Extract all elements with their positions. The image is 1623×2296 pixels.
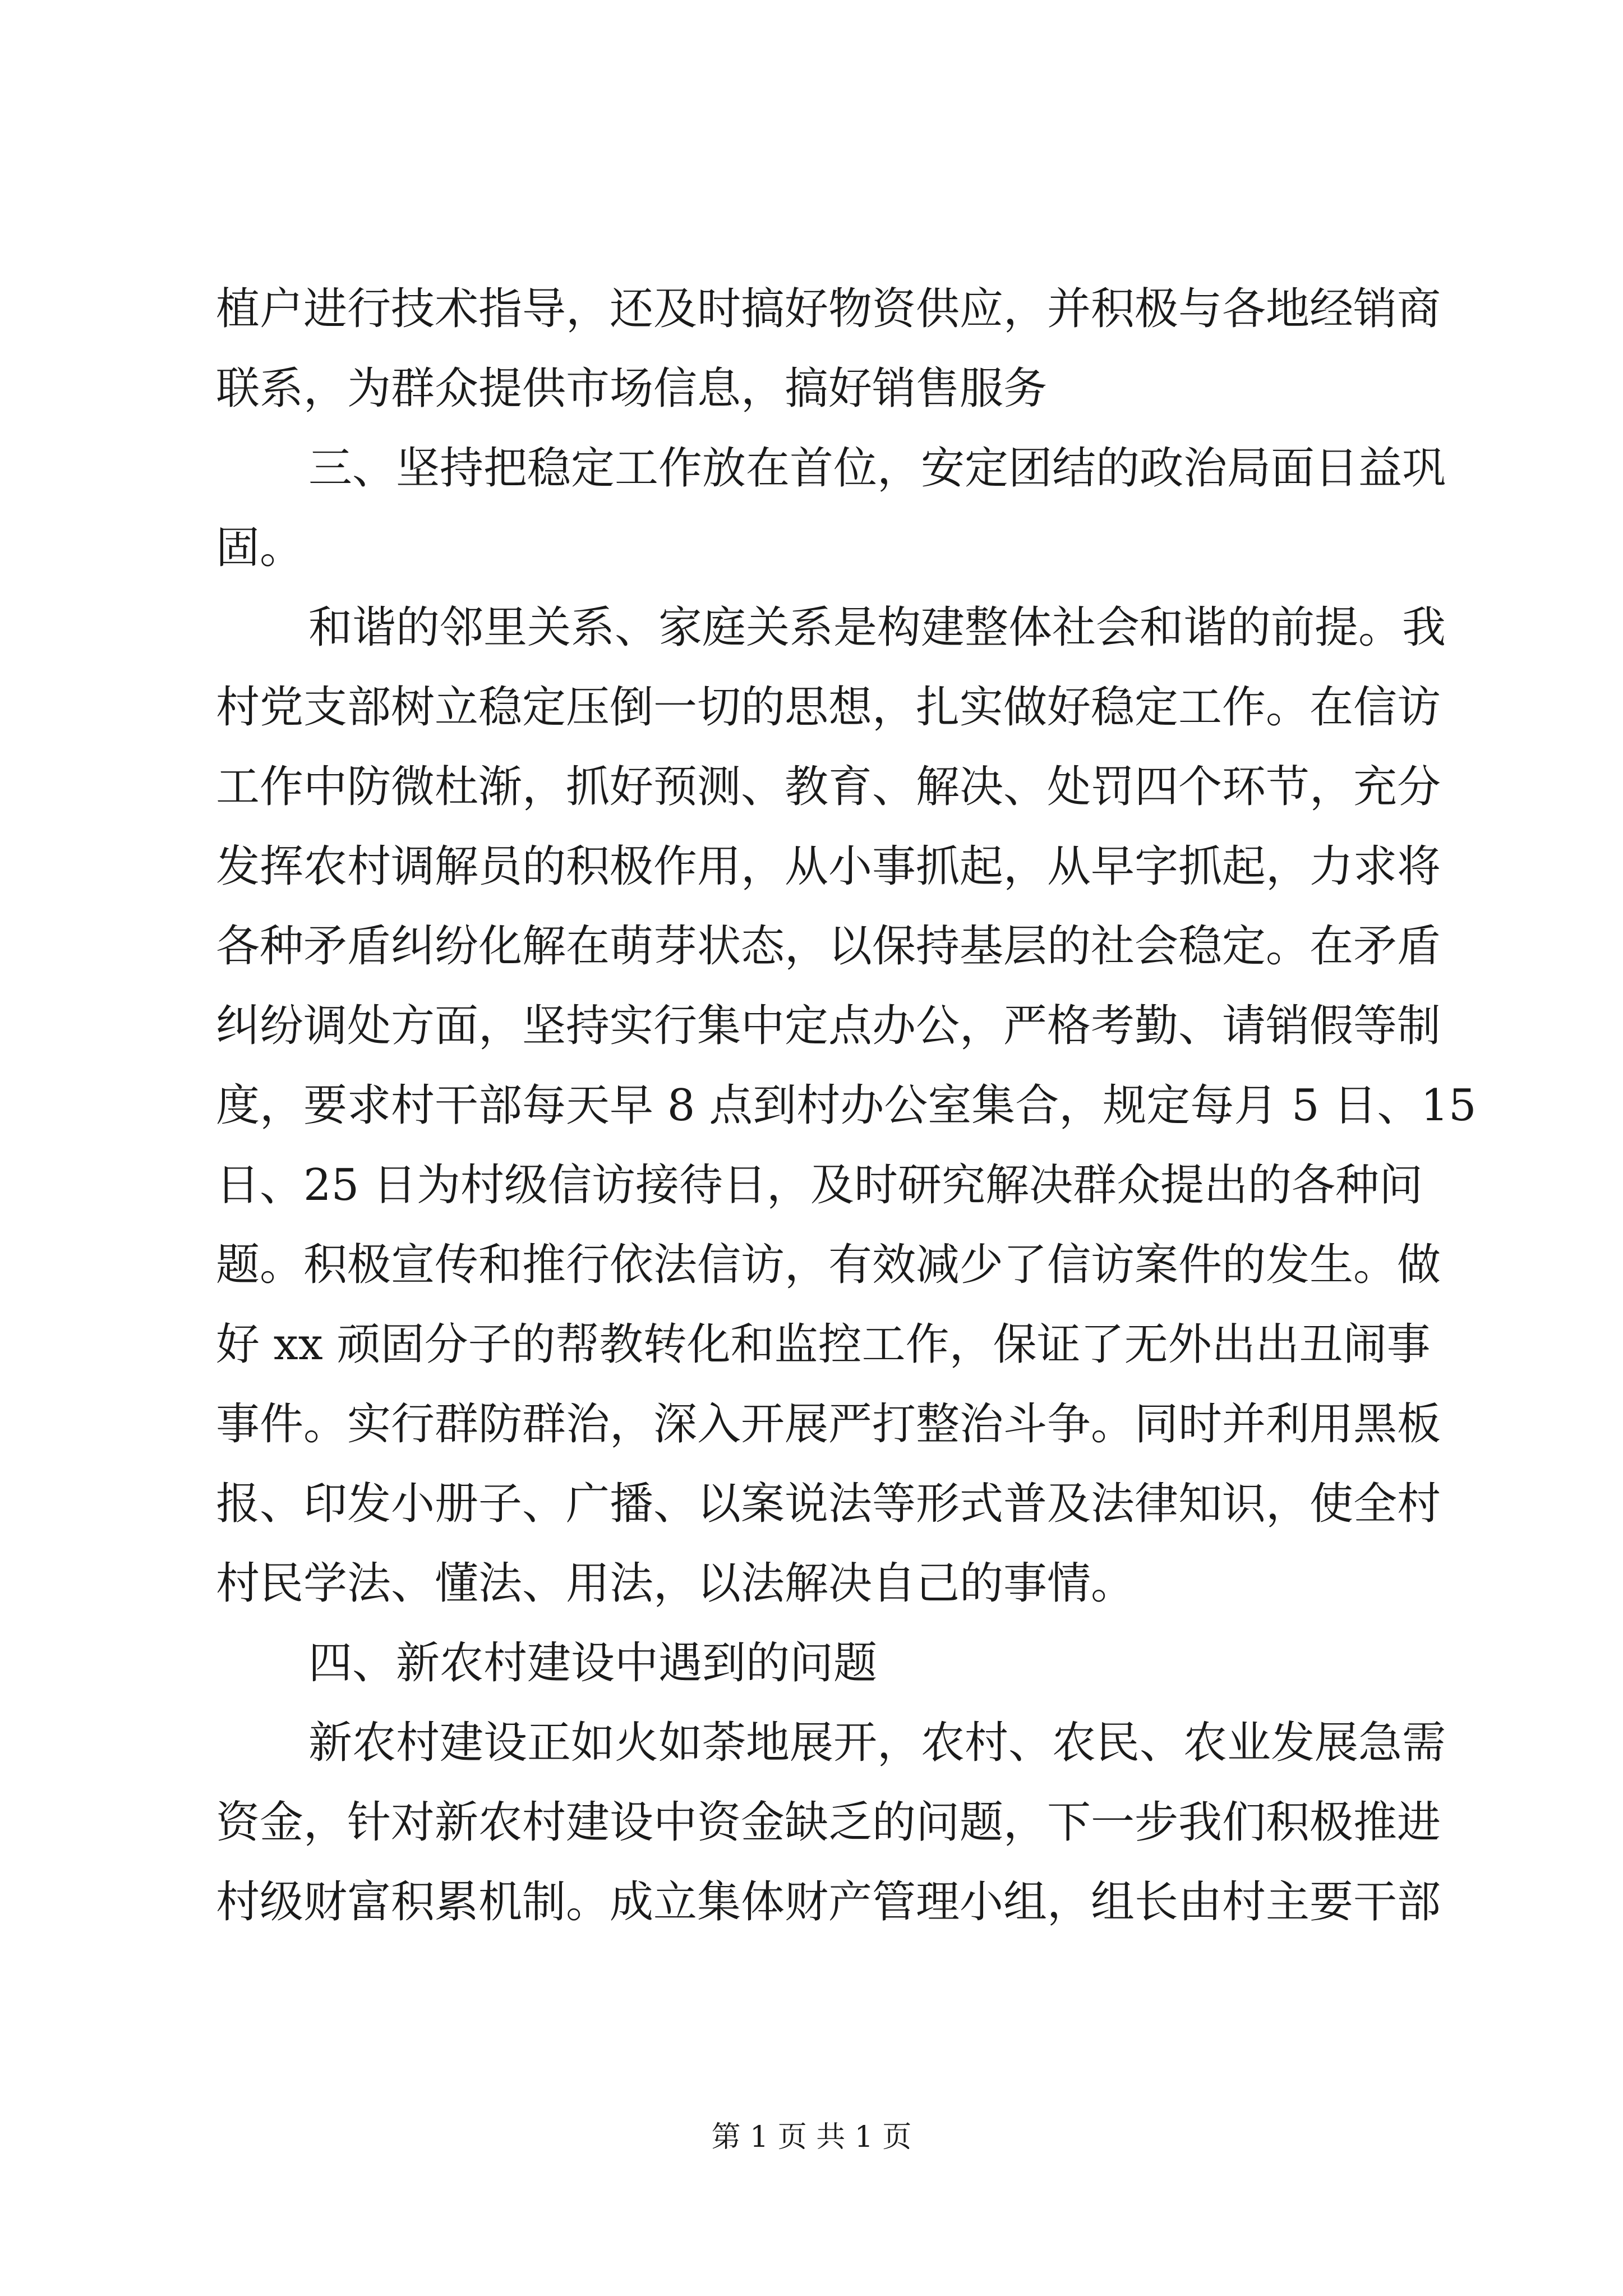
text-line: 题。积极宣传和推行依法信访，有效减少了信访案件的发生。做	[216, 1240, 1441, 1290]
text-line: 度，要求村干部每天早 8 点到村办公室集合，规定每月 5 日、15	[216, 1080, 1477, 1131]
text-line: 工作中防微杜渐，抓好预测、教育、解决、处罚四个环节，充分	[216, 762, 1441, 812]
text-line: 联系，为群众提供市场信息，搞好销售服务	[216, 364, 1048, 414]
document-body	[216, 269, 1477, 1942]
text-line: 发挥农村调解员的积极作用，从小事抓起，从早字抓起，力求将	[216, 841, 1441, 892]
text-line: 各种矛盾纠纷化解在萌芽状态，以保持基层的社会稳定。在矛盾	[216, 921, 1441, 972]
text-line: 纠纷调处方面，坚持实行集中定点办公，严格考勤、请销假等制	[216, 1001, 1441, 1051]
text-line: 和谐的邻里关系、家庭关系是构建整体社会和谐的前提。我	[308, 602, 1446, 653]
text-line: 事件。实行群防群治，深入开展严打整治斗争。同时并利用黑板	[216, 1399, 1441, 1450]
page-footer: 第 1 页 共 1 页	[711, 2120, 912, 2154]
text-line: 固。	[216, 523, 304, 573]
text-line: 四、新农村建设中遇到的问题	[308, 1638, 878, 1688]
text-line: 村党支部树立稳定压倒一切的思想，扎实做好稳定工作。在信访	[216, 682, 1441, 733]
text-line: 村级财富积累机制。成立集体财产管理小组，组长由村主要干部	[216, 1877, 1441, 1927]
text-line: 三、坚持把稳定工作放在首位，安定团结的政治局面日益巩	[308, 443, 1446, 494]
text-line: 植户进行技术指导，还及时搞好物资供应，并积极与各地经销商	[216, 284, 1441, 334]
text-line: 报、印发小册子、广播、以案说法等形式普及法律知识，使全村	[216, 1479, 1441, 1529]
text-line: 新农村建设正如火如荼地展开，农村、农民、农业发展急需	[308, 1718, 1446, 1768]
text-line: 日、25 日为村级信访接待日，及时研究解决群众提出的各种问	[216, 1160, 1423, 1211]
text-line: 好 xx 顽固分子的帮教转化和监控工作，保证了无外出出丑闹事	[216, 1319, 1431, 1370]
text-line: 资金，针对新农村建设中资金缺乏的问题，下一步我们积极推进	[216, 1797, 1441, 1848]
text-line: 村民学法、懂法、用法，以法解决自己的事情。	[216, 1558, 1135, 1609]
